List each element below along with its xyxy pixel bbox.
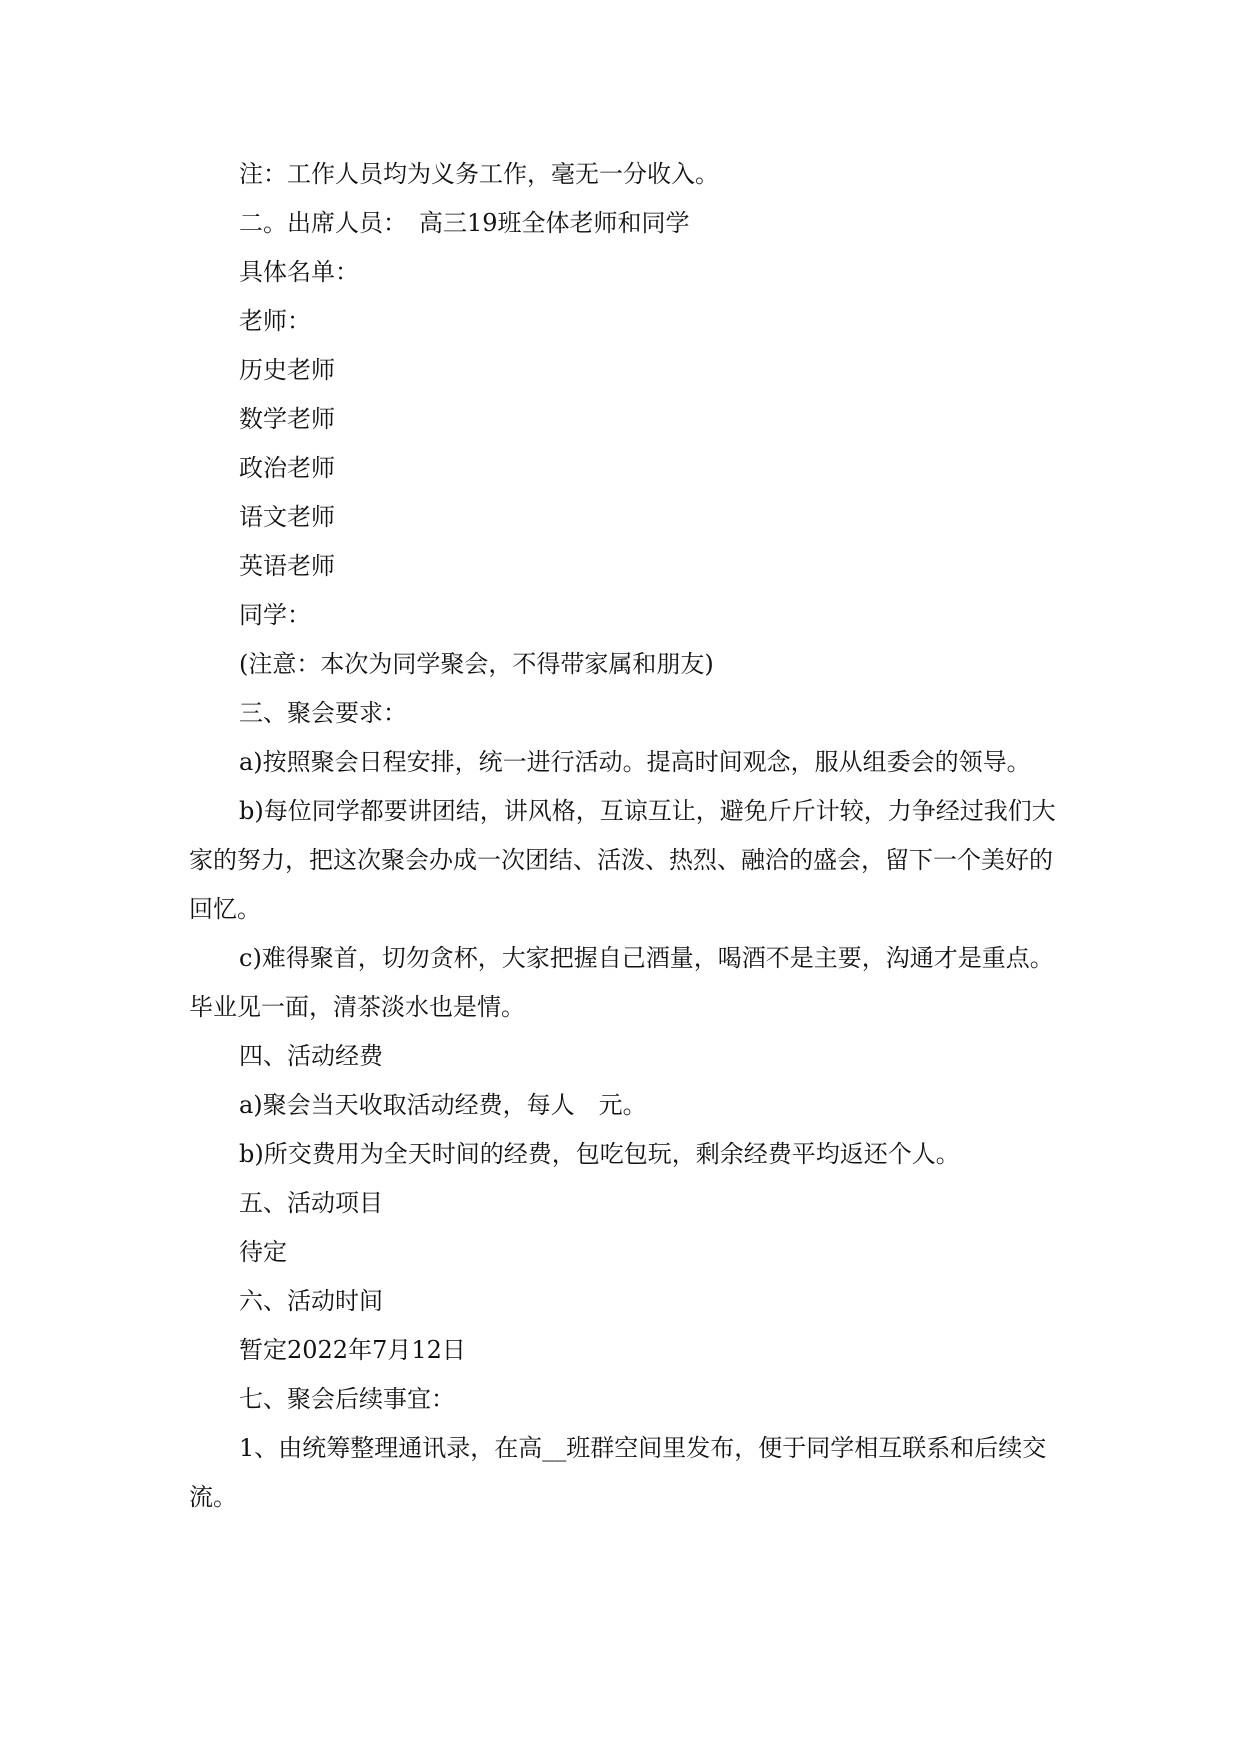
students-label: 同学： <box>239 601 311 629</box>
list-item: 语文老师 <box>239 503 335 531</box>
section-attendees-heading: 二。出席人员： 高三19班全体老师和同学 <box>239 209 690 237</box>
followup-item-1: 1、由统筹整理通讯录，在高__班群空间里发布，便于同学相互联系和后续交流。 <box>189 1434 1047 1511</box>
funding-a: a)聚会当天收取活动经费，每人 元。 <box>239 1091 647 1119</box>
time-text: 暂定2022年7月12日 <box>239 1336 466 1364</box>
list-item: 历史老师 <box>239 356 335 384</box>
activities-text: 待定 <box>239 1238 287 1266</box>
list-title: 具体名单： <box>239 258 359 286</box>
section-funding-heading: 四、活动经费 <box>239 1042 383 1070</box>
attention-note: (注意：本次为同学聚会，不得带家属和朋友) <box>239 650 714 678</box>
note-paragraph: 注：工作人员均为义务工作，毫无一分收入。 <box>239 160 719 188</box>
list-item: 政治老师 <box>239 454 335 482</box>
funding-b: b)所交费用为全天时间的经费，包吃包玩，剩余经费平均返还个人。 <box>239 1140 960 1168</box>
section-activities-heading: 五、活动项目 <box>239 1189 383 1217</box>
list-item: 数学老师 <box>239 405 335 433</box>
teachers-label: 老师： <box>239 307 311 335</box>
list-item: 英语老师 <box>239 552 335 580</box>
requirement-a: a)按照聚会日程安排，统一进行活动。提高时间观念，服从组委会的领导。 <box>239 748 1031 776</box>
requirement-c: c)难得聚首，切勿贪杯，大家把握自己酒量，喝酒不是主要，沟通才是重点。毕业见一面，清茶淡水也是情。 <box>189 944 1054 1021</box>
section-followup-heading: 七、聚会后续事宜： <box>239 1385 455 1413</box>
document-body <box>189 150 1059 1522</box>
requirement-b: b)每位同学都要讲团结，讲风格，互谅互让，避免斤斤计较，力争经过我们大家的努力，把这次聚会办成一次团结、活泼、热烈、融洽的盛会，留下一个美好的回忆。 <box>189 797 1056 923</box>
section-time-heading: 六、活动时间 <box>239 1287 383 1315</box>
section-requirements-heading: 三、聚会要求： <box>239 699 407 727</box>
